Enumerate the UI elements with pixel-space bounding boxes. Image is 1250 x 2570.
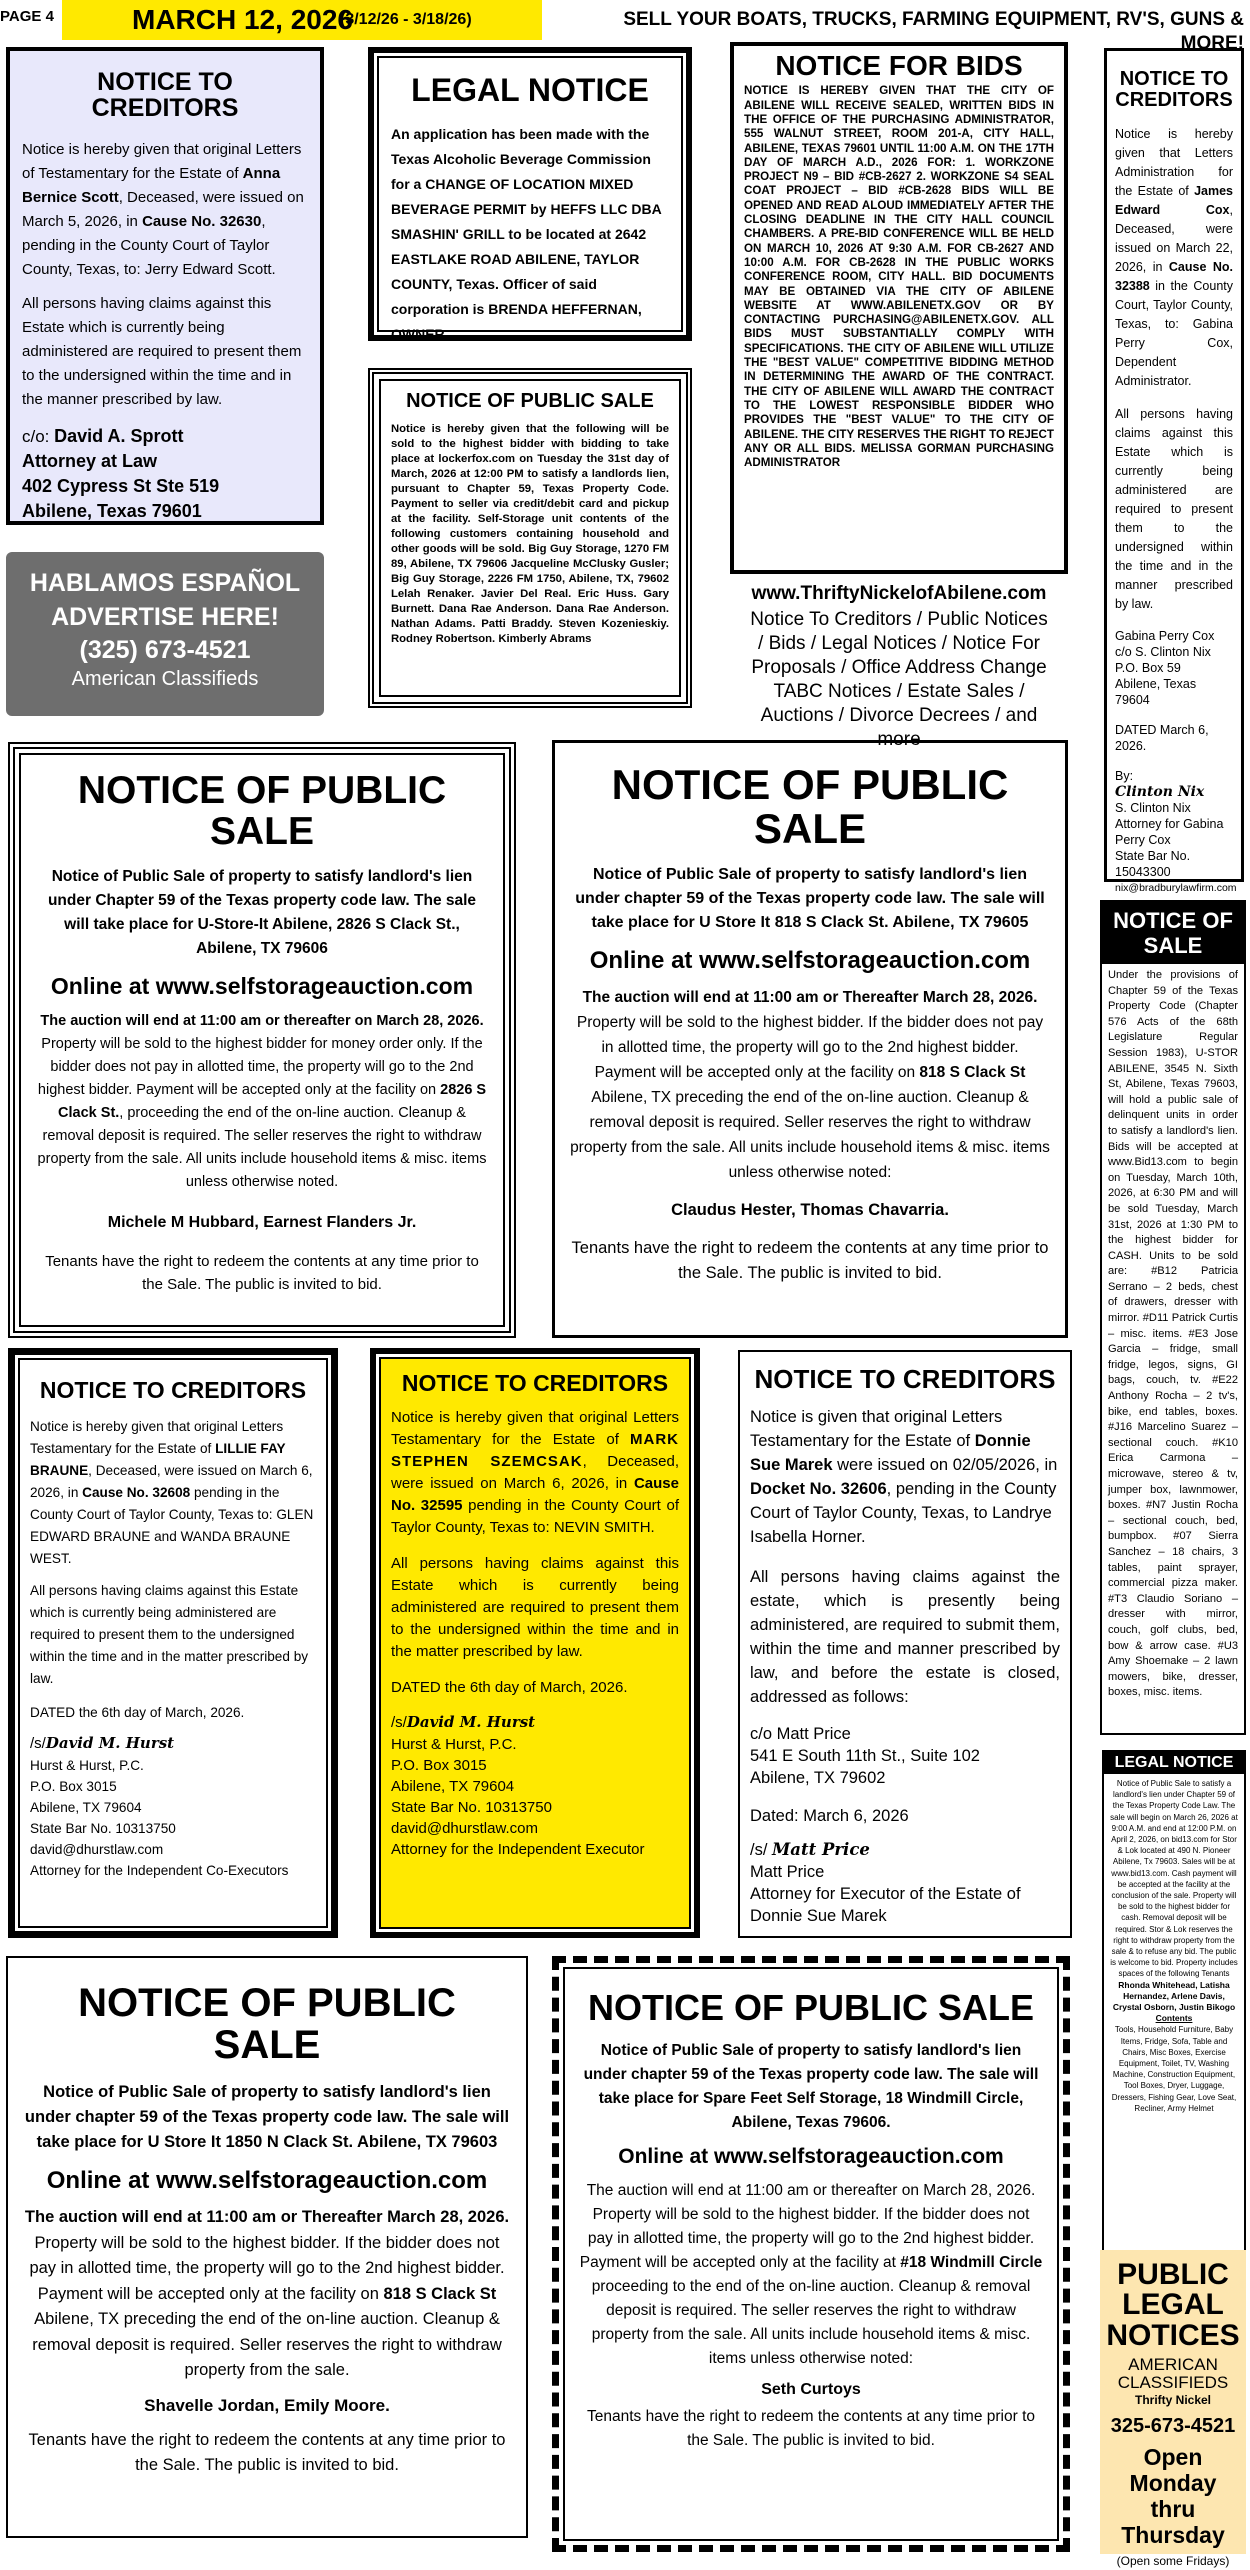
notice-title: NOTICE OF PUBLIC SALE xyxy=(587,1987,1034,2028)
address-line: P.O. Box 3015 xyxy=(30,1779,117,1795)
notice-of-sale-ustor xyxy=(1100,900,1246,1735)
body-text: , Deceased, were issued on March 6, 2026, in xyxy=(30,1463,313,1501)
body-text: , Deceased, were issued on March 22, 2026, in xyxy=(1115,203,1233,274)
notice-public-sale-spare-feet xyxy=(552,1956,1070,2552)
signature: David M. Hurst xyxy=(406,1713,536,1732)
body-text: , Deceased, were issued on March 5, 2026, in xyxy=(22,188,304,230)
body-text: All persons having claims against this Estate which is currently being administered are required to present them to the undersigned within the time and in the manner prescribed by law. xyxy=(22,294,302,408)
sale-lead: Notice of Public Sale of property to satisfy landlord's lien under Chapter 59 of the Texas property code law. The sale will take place for U-Store-It Abilene, 2826 S Clack St., Abilene, TX 79606 xyxy=(47,867,477,957)
body-text: All persons having claims against the estate, which is presently being administered, are required to submit them, within the time and manner prescribed by law, and before the estate is closed, addressed as follows: xyxy=(750,1568,1060,1707)
notice-title: NOTICE TO CREDITORS xyxy=(754,1364,1056,1394)
body-text: were issued on 02/05/2026, in xyxy=(832,1456,1058,1475)
notice-creditors-cox xyxy=(1104,48,1244,894)
decedent-name: Anna Bernice Scott xyxy=(22,164,281,206)
body-text: , pending in the County Court of Taylor County, Texas, to: Jerry Edward Scott. xyxy=(22,212,276,278)
header-tagline: SELL YOUR BOATS, TRUCKS, FARMING EQUIPMENT, RV'S, GUNS & MORE! xyxy=(623,9,1244,54)
contents-label: Contents xyxy=(1155,2013,1193,2024)
tenant-names: Claudus Hester, Thomas Chavarria. xyxy=(671,1201,949,1220)
auction-site[interactable]: Online at www.selfstorageauction.com xyxy=(618,2144,1004,2168)
notice-title: NOTICE TO CREDITORS xyxy=(1115,68,1233,111)
dated-line: DATED the 6th day of March, 2026. xyxy=(391,1679,628,1697)
tenant-names: Rhonda Whitehead, Latisha Hernandez, Arlene Davis, Crystal Osborn, Justin Bikogo xyxy=(1112,1979,1236,2013)
address-line: Abilene, Texas 79604 xyxy=(1115,677,1197,707)
notice-title: NOTICE FOR BIDS xyxy=(775,50,1023,81)
signer-line: Attorney for Gabina Perry Cox xyxy=(1115,817,1224,847)
body-text: Notice is hereby given that original Letters Testamentary for the Estate of xyxy=(30,1419,284,1457)
issue-date: MARCH 12, 2026 xyxy=(132,4,353,35)
body-text: Property will be sold to the highest bidder. If the bidder does not pay in allotted time, the property will go to the 2nd highest bidder. Payment will be accepted only at the facility on xyxy=(576,1014,1044,1082)
body-text: Abilene, TX preceding the end of the on-line auction. Cleanup & removal deposit is required. Seller reserves the right to withdraw property from the sale. All units include household items & misc. items unless otherwise noted: xyxy=(570,1089,1050,1182)
body-text: Notice is given that original Letters Testamentary for the Estate of xyxy=(750,1408,1003,1451)
notice-legal-bid13 xyxy=(1102,1750,1246,2270)
notice-public-sale-1850 xyxy=(6,1956,528,2538)
tenant-names: Shavelle Jordan, Emily Moore. xyxy=(144,2395,390,2415)
address-line: 541 E South 11th St., Suite 102 xyxy=(750,1747,980,1766)
address-line: c/o S. Clinton Nix xyxy=(1115,645,1211,659)
issue-range: (3/12/26 - 3/18/26) xyxy=(340,11,472,28)
ad-note: (Open some Fridays) xyxy=(1116,2554,1230,2568)
sale-lead: Notice of Public Sale of property to satisfy landlord's lien under chapter 59 of the Texas property code law. The sale will take place for U Store It 818 S Clack St. Abilene, TX 79605 xyxy=(575,866,1045,932)
dated-line: DATED the 6th day of March, 2026. xyxy=(30,1705,245,1721)
address-line: Hurst & Hurst, P.C. xyxy=(391,1736,517,1754)
body-text: Notice is hereby given that the following will be sold to the highest bidder with bidding to take place at lockerfox.com on Tuesday the 31st day of March, 2026 at 12:00 PM to satisfy a landlords lien, pursuant to Chapter 59, Texas Property Code. Payment to seller via credit/debit card and pickup at the facility. Self-Storage unit contents of the following customers containing household and other goods will be sold. Big Guy Storage, 1270 FM 89, Abilene, TX 79606 Jacqueline McClusky Gusler; Big Guy Storage, 2226 FM 1750, Abilene, TX, 79602 Lelah Renaker. Javier Del Real. Eric Huss. Gary Burnett. Dana Rae Anderson. Dana Rae Anderson. Nathan Adams. Patti Braddy. Steven Kozenieskiy. Rodney Robertson. Kimberly Abrams xyxy=(391,423,669,645)
notice-title: NOTICE OF PUBLIC SALE xyxy=(406,390,654,412)
notice-title: LEGAL NOTICE xyxy=(411,72,649,108)
body-text: , Deceased, were issued on March 6, 2026, in xyxy=(391,1453,680,1493)
sig-prefix: /s/ xyxy=(30,1735,46,1753)
address-line: Hurst & Hurst, P.C. xyxy=(30,1758,144,1774)
address-line: Abilene, TX 79604 xyxy=(30,1800,142,1816)
address-line: P.O. Box 59 xyxy=(1115,661,1181,675)
body-text: The auction will end at 11:00 am or thereafter on March 28, 2026. Property will be sold to the highest bidder. If the bidder does not pay in allotted time, the property will go to the 2nd highest bidder. Payment will be accepted only at the facility at xyxy=(579,2181,1036,2271)
signer-line: State Bar No. 15043300 xyxy=(1115,849,1191,879)
address-line: Attorney for the Independent Executor xyxy=(391,1841,645,1859)
facility-address: 818 S Clack St xyxy=(383,2284,497,2303)
body-text: Under the provisions of Chapter 59 of the Texas Property Code (Chapter 576 Acts of the 68th Legislature Regular Session 1983), U-STOR ABILENE, 3545 N. Sixth St, Abilene, Texas 79603, will hold a public sale of delinquent units in order to satisfy a landlord's lien. Bids will be accepted at www.Bid13.com to begin on Tuesday, March 10th, 2026, at 6:30 PM and will be sold Tuesday, March 31st, 2026 at 1:30 PM to the highest bidder for CASH. Units to be sold are: #B12 Patricia Serrano – 2 beds, chest of drawers, dresser with mirror. #D11 Patrick Curtis – misc. items. #E3 Jose Garcia – fridge, small fridge, legos, signs, GI bags, couch, tv. #E22 Anthony Rocha – 2 tv's, bike, end tables, boxes. #J16 Marcelino Suarez – sectional couch. #K10 Erica Carmona – microwave, stereo & tv, jumper box, lawnmower, boxes. #N7 Justin Rocha – sectional couch, bed, bumpbox. #07 Sierra Sanchez – 18 chairs, 3 tables, paint sprayer, commercial pizza maker. #T3 Claudio Soriano – dresser with mirror, couch, golf clubs, bed, bow & arrow case. #U3 Amy Shoemake – 2 lawn mowers, bike, dresser, boxes, misc. items. xyxy=(1108,969,1238,1699)
body-text: pending in the County Court of Taylor County, Texas to: NEVIN SMITH. xyxy=(391,1497,679,1537)
body-text: All persons having claims against this Estate which is currently being administered are required to present them to the undersigned within the time and in the matter prescribed by law. xyxy=(391,1555,679,1661)
body-text: , proceeding the end of the on-line auction. Cleanup & removal deposit is required. The seller reserves the right to withdraw property from the sale. All units include household items & misc. items unless otherwise noted. xyxy=(37,1104,487,1190)
body-text: Notice is hereby given that original Letters of Testamentary for the Estate of xyxy=(22,140,302,182)
attorney-city: Abilene, Texas 79601 xyxy=(22,500,202,521)
sig-prefix: /s/ xyxy=(391,1714,407,1732)
address-line: Abilene, TX 79602 xyxy=(750,1769,886,1788)
notice-title: NOTICE OF PUBLIC SALE xyxy=(611,761,1009,853)
ad-line-advertise: ADVERTISE HERE! xyxy=(51,603,279,631)
address-line: c/o Matt Price xyxy=(750,1725,851,1744)
body-text: Abilene, TX preceding the end of the on-line auction. Cleanup & removal deposit is required. Seller reserves the right to withdraw property from the sale. xyxy=(32,2310,502,2379)
notice-public-sale-big-guy xyxy=(368,368,692,708)
sig-prefix: /s/ xyxy=(750,1841,768,1860)
ad-line: LEGAL xyxy=(1122,2288,1224,2321)
ad-company: AMERICAN xyxy=(1128,2355,1218,2374)
cause-number: Cause No. 32608 xyxy=(82,1485,191,1501)
signature: Clinton Nix xyxy=(1115,784,1205,800)
attorney-name: David A. Sprott xyxy=(54,425,184,446)
ad-phone: 325-673-4521 xyxy=(1110,2415,1236,2437)
body-text: , pending in the County Court of Taylor County, Texas, to Landrye Isabella Horner. xyxy=(750,1480,1057,1547)
auction-site[interactable]: Online at www.selfstorageauction.com xyxy=(50,972,474,999)
address-line: Abilene, TX 79604 xyxy=(391,1778,515,1796)
notice-for-bids xyxy=(730,42,1068,574)
signer-line: Attorney for Executor of the Estate of Donnie Sue Marek xyxy=(750,1885,1021,1926)
sale-footer: Tenants have the right to redeem the contents at any time prior to the Sale. The public is invited to bid. xyxy=(28,2430,506,2474)
notice-creditors-scott xyxy=(6,47,324,525)
body-text: Notice of Public Sale to satisfy a landlord's lien under Chapter 59 of the Texas Property Code Law. The sale will begin on March 26, 2026 at 9:00 A.M. and end at 12:00 P.M. on April 2, 2026, on bid13.com for Stor & Lok located at 490 N. Pioneer Abilene, Tx 79603. Sales will be at www.bid13.com. Cash payment will be accepted at the facility at the conclusion of the sale. Property will be sold to the highest bidder for cash. Removal deposit will be required. Stor & Lok reserves the right to withdraw property from the sale & to refuse any bid. The public is welcome to bid. Property includes spaces of the following Tenants xyxy=(1110,1779,1238,1979)
decedent-name: Donnie Sue Marek xyxy=(750,1432,1031,1475)
notice-public-sale-ustoreit-2826 xyxy=(8,742,516,1338)
body-text: All persons having claims against this Estate which is currently being administered are required to present them to the undersigned within the time and in the manner prescribed by law. xyxy=(1115,407,1233,611)
thrifty-nickel-promo xyxy=(730,580,1068,750)
signer-line: S. Clinton Nix xyxy=(1115,801,1191,815)
sale-footer: Tenants have the right to redeem the contents at any time prior to the Sale. The public is invited to bid. xyxy=(45,1252,479,1293)
body-text: proceeding to the end of the on-line auction. Cleanup & removal deposit is required. The seller reserves the right to withdraw property from the sale. All units include household items & misc. items unless otherwise noted: xyxy=(591,2277,1031,2367)
notice-title: NOTICE TO CREDITORS xyxy=(91,68,239,123)
ad-brand: Thrifty Nickel xyxy=(1134,2393,1212,2407)
signature: David M. Hurst xyxy=(45,1734,175,1753)
notice-title: NOTICE OF PUBLIC SALE xyxy=(77,769,447,853)
notice-creditors-braune xyxy=(8,1348,338,1938)
ad-line: NOTICES xyxy=(1106,2319,1240,2352)
facility-address: 818 S Clack St xyxy=(919,1064,1026,1082)
address-line: Gabina Perry Cox xyxy=(1115,629,1215,643)
auction-end: The auction will end at 11:00 am or Thereafter March 28, 2026. xyxy=(582,989,1038,1007)
cause-number: Docket No. 32606 xyxy=(750,1480,887,1499)
by-label: By: xyxy=(1115,769,1134,783)
signer-line: Matt Price xyxy=(750,1863,825,1882)
cause-number: Cause No. 32595 xyxy=(391,1475,679,1515)
notice-creditors-marek xyxy=(738,1350,1072,1938)
notice-title: NOTICE OF SALE xyxy=(1102,902,1244,964)
body-text: Notice is hereby given that original Letters Testamentary for the Estate of xyxy=(391,1409,679,1449)
cause-number: Cause No. 32388 xyxy=(1115,260,1233,293)
notice-title: NOTICE OF PUBLIC SALE xyxy=(78,1981,456,2067)
notice-public-sale-ustoreit-818 xyxy=(552,740,1068,1338)
auction-site[interactable]: Online at www.selfstorageauction.com xyxy=(589,947,1031,975)
tenant-names: Michele M Hubbard, Earnest Flanders Jr. xyxy=(107,1213,417,1231)
body-text: Property will be sold to the highest bidder. If the bidder does not pay in allotted time, the property will go to the 2nd highest bidder. Payment will be accepted only at the facility on xyxy=(29,2233,505,2303)
ad-company: CLASSIFIEDS xyxy=(1117,2373,1229,2392)
ad-hours: thru Thursday xyxy=(1121,2496,1225,2548)
signature: Matt Price xyxy=(772,1840,870,1860)
decedent-name: James Edward Cox xyxy=(1115,184,1233,217)
address-line: State Bar No. 10313750 xyxy=(30,1821,176,1837)
address-line: david@dhurstlaw.com xyxy=(391,1820,538,1838)
address-line: Attorney for the Independent Co-Executors xyxy=(30,1863,289,1879)
dated-line: DATED March 6, 2026. xyxy=(1115,723,1209,753)
body-text: An application has been made with the Texas Alcoholic Beverage Commission for a CHANGE OF LOCATION MIXED BEVERAGE PERMIT by HEFFS LLC DBA SMASHIN' GRILL to be located at 2642 EASTLAKE ROAD ABILENE, TAYLOR COUNTY, Texas. Officer of said corporation is BRENDA HEFFERNAN, OWNER. xyxy=(391,125,662,342)
sale-lead: Notice of Public Sale of property to satisfy landlord's lien under chapter 59 of the Texas property code law. The sale will take place for Spare Feet Self Storage, 18 Windmill Circle, Abilene, Texas 79606. xyxy=(583,2041,1039,2131)
facility-address: #18 Windmill Circle xyxy=(900,2253,1043,2271)
ad-company: American Classifieds xyxy=(71,668,259,690)
tenant-names: Seth Curtoys xyxy=(761,2380,861,2398)
body-text: pending in the County Court of Taylor County, Texas to: GLEN EDWARD BRAUNE and WANDA BRAUNE WEST. xyxy=(30,1485,314,1567)
cause-number: Cause No. 32630 xyxy=(142,212,262,230)
sale-footer: Tenants have the right to redeem the contents at any time prior to the Sale. The public is invited to bid. xyxy=(571,1239,1049,1283)
body-text: NOTICE IS HEREBY GIVEN THAT THE CITY OF ABILENE WILL RECEIVE SEALED, WRITTEN BIDS IN THE OFFICE OF THE PURCHASING ADMINISTRATOR, 555 WALNUT STREET, ROOM 201-A, CITY HALL, ABILENE, TEXAS 79601 UNTIL 11:00 A.M. ON THE 17TH DAY OF MARCH A.D., 2026 FOR: 1. WORKZONE PROJECT N9 – BID #CB-2627 2. WORKZONE S4 SEAL COAT PROJECT – BID #CB-2628 BIDS WILL BE OPENED AND READ ALOUD IMMEDIATELY AFTER THE CLOSING DEADLINE IN THE CITY HALL COUNCIL CHAMBERS. A PRE-BID CONFERENCE WILL BE HELD ON MARCH 10, 2026 AT 9:30 A.M. FOR CB-2627 AND 10:00 A.M. FOR CB-2628 IN THE PUBLIC WORKS CONFERENCE ROOM, CITY HALL. BID DOCUMENTS MAY BE OBTAINED VIA THE CITY OF ABILENE WEBSITE AT WWW.ABILENETX.GOV OR BY CONTACTING PURCHASING@ABILENETX.GOV. ALL BIDS MUST SUBSTANTIALLY COMPLY WITH SPECIFICATIONS. THE CITY OF ABILENE WILL UTILIZE THE "BEST VALUE" COMPETITIVE BIDDING METHOD IN DETERMINING THE AWARD OF THE CONTRACT. THE CITY OF ABILENE WILL AWARD THE CONTRACT TO THE LOWEST RESPONSIBLE BIDDER WHO PROVIDES THE "BEST VALUE" TO THE CITY OF ABILENE. THE CITY RESERVES THE RIGHT TO REJECT ANY OR ALL BIDS. MELISSA GORMAN PURCHASING ADMINISTRATOR xyxy=(744,84,1054,470)
address-line: P.O. Box 3015 xyxy=(391,1757,487,1775)
decedent-name: MARK STEPHEN SZEMCSAK xyxy=(391,1431,679,1471)
promo-text: Notice To Creditors / Public Notices / Bids / Legal Notices / Notice For Proposals / Office Address Change TABC Notices / Estate Sales / Auctions / Divorce Decrees / and more xyxy=(750,609,1048,750)
attorney-address: 402 Cypress St Ste 519 xyxy=(22,475,220,496)
care-of: c/o: xyxy=(22,426,55,446)
decedent-name: LILLIE FAY BRAUNE xyxy=(30,1441,286,1479)
dated-line: Dated: March 6, 2026 xyxy=(750,1807,909,1826)
auction-site[interactable]: Online at www.selfstorageauction.com xyxy=(46,2167,488,2194)
page-number: PAGE 4 xyxy=(0,8,54,25)
notice-title: NOTICE TO CREDITORS xyxy=(401,1370,669,1396)
ad-line: PUBLIC xyxy=(1117,2258,1229,2291)
sale-footer: Tenants have the right to redeem the contents at any time prior to the Sale. The public is invited to bid. xyxy=(586,2407,1036,2449)
notice-title: NOTICE TO CREDITORS xyxy=(39,1377,307,1403)
page-header xyxy=(0,0,1250,54)
body-text: All persons having claims against this Estate which is currently being administered are required to present them to the undersigned within the time and in the matter prescribed by law. xyxy=(30,1583,309,1687)
ad-line-spanish: HABLAMOS ESPAÑOL xyxy=(29,569,301,597)
ad-phone: (325) 673-4521 xyxy=(79,636,251,664)
signer-email: nix@bradburylawfirm.com xyxy=(1115,882,1237,894)
ad-hours: Open Monday xyxy=(1129,2444,1217,2496)
auction-end: The auction will end at 11:00 am or Thereafter March 28, 2026. xyxy=(24,2208,510,2226)
body-text: in the County Court, Taylor County, Texas, to: Gabina Perry Cox, Dependent Administrator. xyxy=(1115,279,1233,388)
advertise-here-ad xyxy=(6,552,324,716)
facility-address: 2826 S Clack St. xyxy=(58,1081,487,1121)
contents-list: Tools, Household Furniture, Baby Items, Fridge, Sofa, Table and Chairs, Misc Boxes, Exercise Equipment, Toilet, TV, Washing Machine, Construction Equipment, Tool Boxes, Dryer, Luggage, Dressers, Fishing Gear, Love Seat, Recliner, Army Helmet xyxy=(1111,2025,1237,2113)
address-line: State Bar No. 10313750 xyxy=(391,1799,552,1817)
notice-creditors-szemcsak xyxy=(370,1348,700,1938)
body-text: Property will be sold to the highest bidder for money order only. If the bidder does not pay in allotted time, the property will go to the 2nd highest bidder. Payment will be accepted only at the facility on xyxy=(37,1035,483,1098)
address-line: david@dhurstlaw.com xyxy=(30,1842,164,1858)
public-legal-notices-ad xyxy=(1100,2250,1246,2568)
sale-lead: Notice of Public Sale of property to satisfy landlord's lien under chapter 59 of the Texas property code law. The sale will take place for U Store It 1850 N Clack St. Abilene, TX 79603 xyxy=(24,2083,510,2151)
notice-title: LEGAL NOTICE xyxy=(1104,1752,1244,1774)
body-text: Notice is hereby given that Letters Administration for the Estate of xyxy=(1115,127,1233,198)
notice-legal-tabc xyxy=(368,47,692,341)
auction-end: The auction will end at 11:00 am or thereafter on March 28, 2026. xyxy=(40,1012,484,1029)
attorney-line: Attorney at Law xyxy=(22,450,158,471)
promo-url[interactable]: www.ThriftyNickelofAbilene.com xyxy=(751,583,1047,604)
